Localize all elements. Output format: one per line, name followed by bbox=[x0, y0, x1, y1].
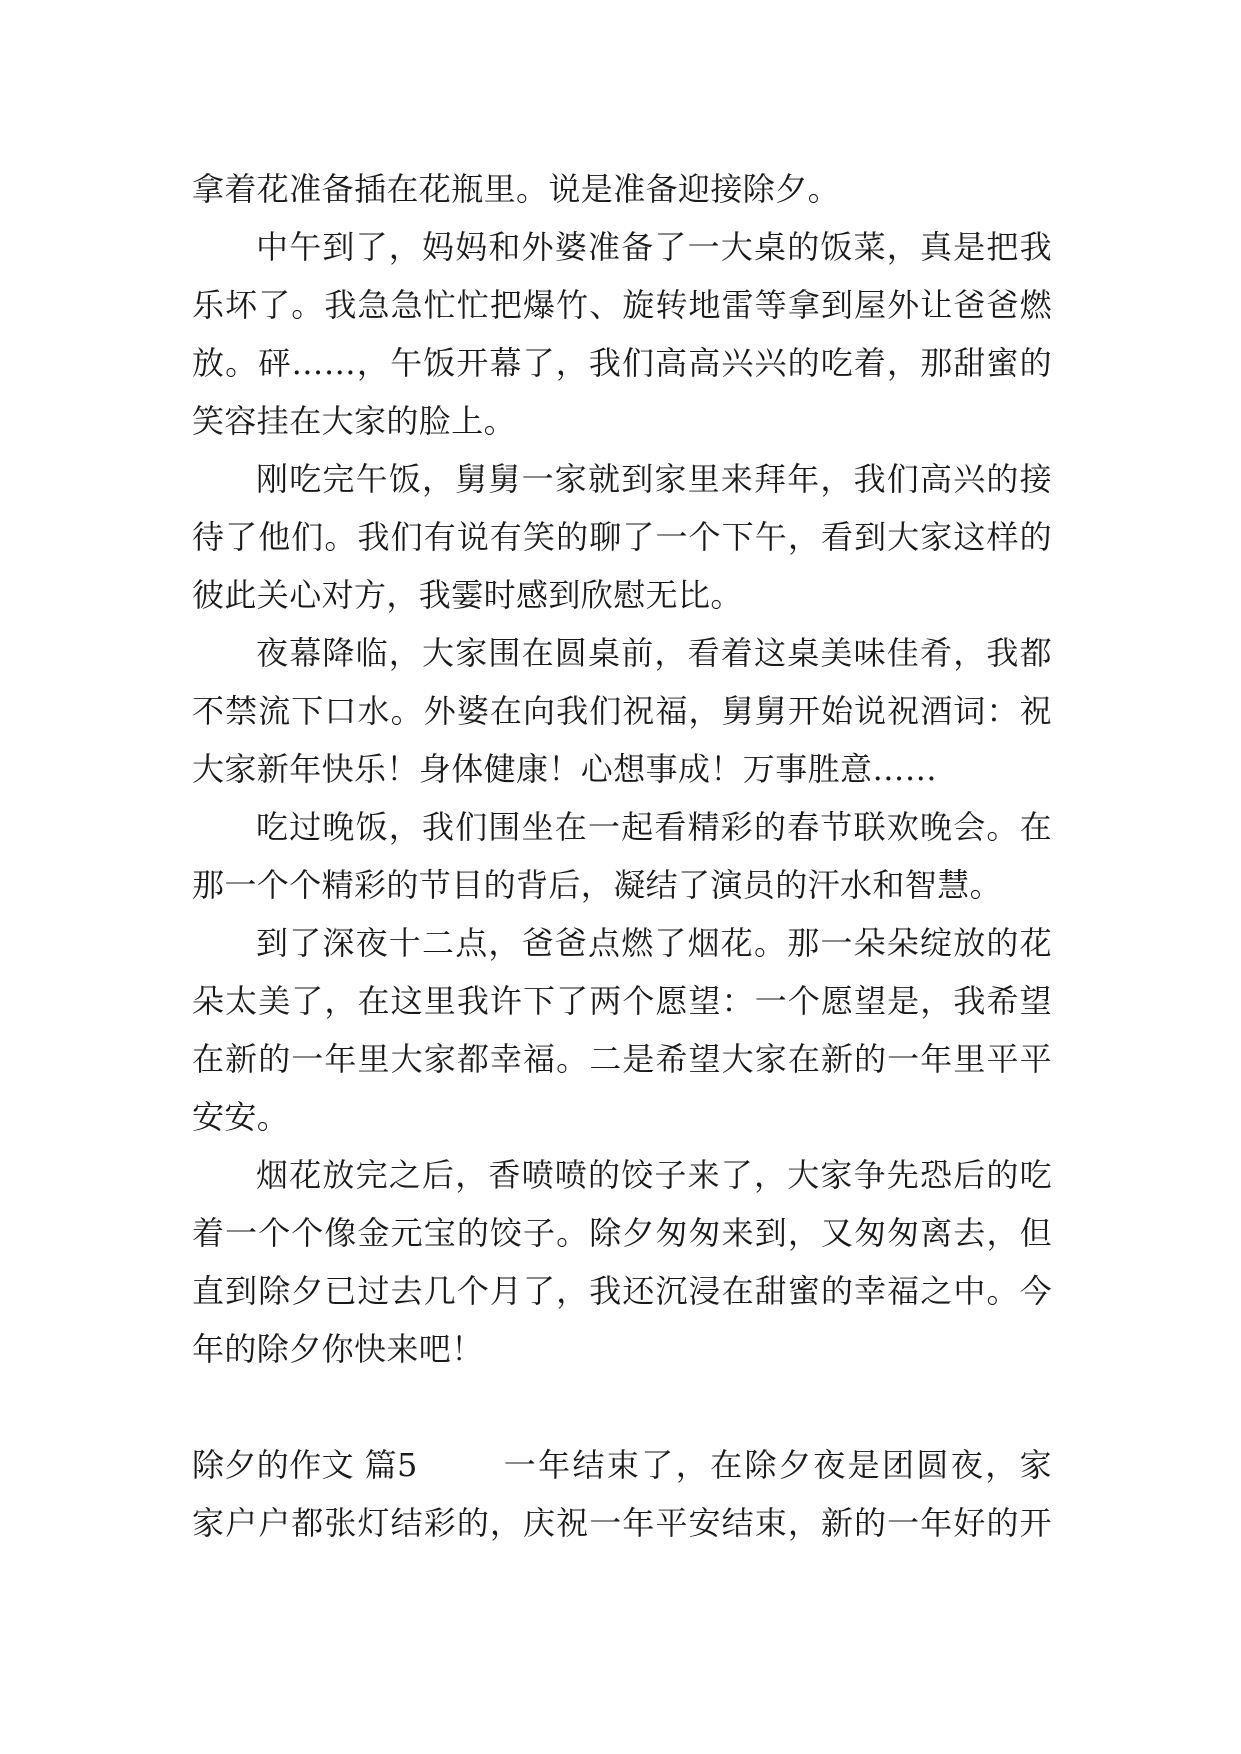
text-line: 那一个个精彩的节目的背后，凝结了演员的汗水和智慧。 bbox=[192, 866, 1003, 904]
text-line: 直到除夕已过去几个月了，我还沉浸在甜蜜的幸福之中。今 bbox=[192, 1272, 1052, 1310]
text-line: 朵太美了，在这里我许下了两个愿望：一个愿望是，我希望 bbox=[192, 982, 1052, 1020]
document-page bbox=[192, 160, 1052, 1552]
paragraph-0 bbox=[192, 160, 1052, 218]
text-line: 刚吃完午饭，舅舅一家就到家里来拜年，我们高兴的接 bbox=[256, 460, 1052, 498]
text-line: 年的除夕你快来吧！ bbox=[192, 1330, 484, 1368]
text-line: 夜幕降临，大家围在圆桌前，看着这桌美味佳肴，我都 bbox=[256, 634, 1052, 672]
text-line: 笑容挂在大家的脸上。 bbox=[192, 402, 517, 440]
text-line: 不禁流下口水。外婆在向我们祝福，舅舅开始说祝酒词：祝 bbox=[192, 692, 1052, 730]
text-line: 待了他们。我们有说有笑的聊了一个下午，看到大家这样的 bbox=[192, 518, 1052, 556]
text-line: 中午到了，妈妈和外婆准备了一大桌的饭菜，真是把我 bbox=[256, 228, 1052, 266]
text-line: 大家新年快乐！身体健康！心想事成！万事胜意…… bbox=[192, 750, 938, 788]
paragraph-1 bbox=[192, 218, 1052, 450]
text-line: 拿着花准备插在花瓶里。说是准备迎接除夕。 bbox=[192, 170, 841, 208]
paragraph-3 bbox=[192, 624, 1052, 798]
section-heading-line bbox=[192, 1436, 1052, 1494]
text-line: 吃过晚饭，我们围坐在一起看精彩的春节联欢晚会。在 bbox=[256, 808, 1052, 846]
section-first-line-text: 一年结束了，在除夕夜是团圆夜，家 bbox=[503, 1446, 1052, 1484]
paragraph-6 bbox=[192, 1146, 1052, 1378]
text-line: 彼此关心对方，我霎时感到欣慰无比。 bbox=[192, 576, 743, 614]
section-5 bbox=[192, 1436, 1052, 1552]
text-line: 在新的一年里大家都幸福。二是希望大家在新的一年里平平 bbox=[192, 1040, 1052, 1078]
section-title: 除夕的作文 篇5 bbox=[192, 1446, 418, 1484]
paragraph-4 bbox=[192, 798, 1052, 914]
text-line: 放。砰……，午饭开幕了，我们高高兴兴的吃着，那甜蜜的 bbox=[192, 344, 1052, 382]
paragraph-2 bbox=[192, 450, 1052, 624]
paragraph-5 bbox=[192, 914, 1052, 1146]
section-gap bbox=[192, 1378, 1052, 1436]
text-line: 乐坏了。我急急忙忙把爆竹、旋转地雷等拿到屋外让爸爸燃 bbox=[192, 286, 1052, 324]
text-line: 家户户都张灯结彩的，庆祝一年平安结束，新的一年好的开 bbox=[192, 1504, 1052, 1542]
text-line: 着一个个像金元宝的饺子。除夕匆匆来到，又匆匆离去，但 bbox=[192, 1214, 1052, 1252]
text-line: 安安。 bbox=[192, 1098, 290, 1136]
text-line: 烟花放完之后，香喷喷的饺子来了，大家争先恐后的吃 bbox=[256, 1156, 1052, 1194]
text-line: 到了深夜十二点，爸爸点燃了烟花。那一朵朵绽放的花 bbox=[256, 924, 1052, 962]
